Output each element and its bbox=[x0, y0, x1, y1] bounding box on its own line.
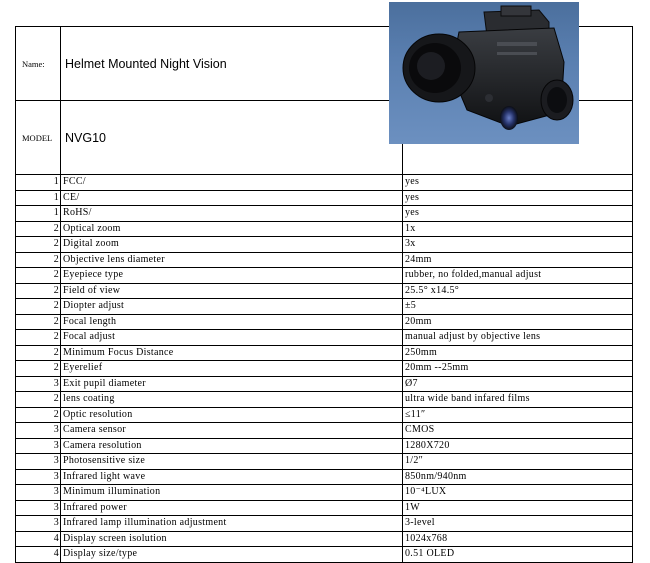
spec-row bbox=[15, 237, 633, 253]
spec-item-name: Display screen isolution bbox=[61, 532, 403, 547]
night-vision-device-icon bbox=[389, 2, 579, 144]
spec-item-name: Infrared power bbox=[61, 501, 403, 516]
spec-row bbox=[15, 299, 633, 315]
spec-item-value: yes bbox=[403, 206, 633, 221]
spec-row bbox=[15, 330, 633, 346]
spec-row bbox=[15, 485, 633, 501]
spec-row bbox=[15, 377, 633, 393]
spec-row bbox=[15, 501, 633, 517]
spec-item-name: Eyerelief bbox=[61, 361, 403, 376]
spec-row bbox=[15, 315, 633, 331]
spec-row bbox=[15, 191, 633, 207]
spec-row bbox=[15, 361, 633, 377]
spec-item-name: Display size/type bbox=[61, 547, 403, 562]
spec-row bbox=[15, 175, 633, 191]
spec-item-value: 0.51 OLED bbox=[403, 547, 633, 562]
spec-rows bbox=[15, 175, 633, 563]
spec-row bbox=[15, 206, 633, 222]
spec-item-name: Optical zoom bbox=[61, 222, 403, 237]
spec-item-value: 1W bbox=[403, 501, 633, 516]
model-number: NVG10 bbox=[61, 101, 403, 174]
spec-item-name: Minimum Focus Distance bbox=[61, 346, 403, 361]
spec-item-value: 1024x768 bbox=[403, 532, 633, 547]
spec-row bbox=[15, 516, 633, 532]
model-label: MODEL bbox=[15, 101, 61, 174]
spec-row bbox=[15, 532, 633, 548]
spec-item-value: ±5 bbox=[403, 299, 633, 314]
spec-item-value: 20mm --25mm bbox=[403, 361, 633, 376]
spec-row bbox=[15, 439, 633, 455]
spec-item-name: Optic resolution bbox=[61, 408, 403, 423]
spec-category-number: 1 bbox=[15, 191, 61, 206]
spec-item-value: ultra wide band infared films bbox=[403, 392, 633, 407]
spec-item-name: Minimum illumination bbox=[61, 485, 403, 500]
spec-category-number: 3 bbox=[15, 377, 61, 392]
spec-item-name: Photosensitive size bbox=[61, 454, 403, 469]
spec-category-number: 2 bbox=[15, 346, 61, 361]
spec-item-name: Infrared lamp illumination adjustment bbox=[61, 516, 403, 531]
spec-category-number: 2 bbox=[15, 237, 61, 252]
spec-row bbox=[15, 253, 633, 269]
spec-category-number: 2 bbox=[15, 392, 61, 407]
spec-item-value: 3-level bbox=[403, 516, 633, 531]
spec-row bbox=[15, 454, 633, 470]
spec-row bbox=[15, 284, 633, 300]
spec-item-name: Camera sensor bbox=[61, 423, 403, 438]
spec-category-number: 3 bbox=[15, 516, 61, 531]
spec-category-number: 2 bbox=[15, 408, 61, 423]
product-name: Helmet Mounted Night Vision bbox=[61, 27, 403, 100]
spec-item-value: 20mm bbox=[403, 315, 633, 330]
spec-category-number: 3 bbox=[15, 454, 61, 469]
spec-item-value: Ø7 bbox=[403, 377, 633, 392]
spec-category-number: 3 bbox=[15, 485, 61, 500]
spec-category-number: 2 bbox=[15, 299, 61, 314]
spec-row bbox=[15, 423, 633, 439]
product-photo bbox=[389, 2, 579, 144]
spec-item-name: Infrared light wave bbox=[61, 470, 403, 485]
spec-category-number: 3 bbox=[15, 470, 61, 485]
spec-category-number: 3 bbox=[15, 423, 61, 438]
spec-category-number: 3 bbox=[15, 439, 61, 454]
spec-row bbox=[15, 222, 633, 238]
spec-row bbox=[15, 346, 633, 362]
spec-item-value: manual adjust by objective lens bbox=[403, 330, 633, 345]
spec-item-value: 850nm/940nm bbox=[403, 470, 633, 485]
spec-category-number: 2 bbox=[15, 268, 61, 283]
spec-category-number: 2 bbox=[15, 284, 61, 299]
spec-category-number: 4 bbox=[15, 532, 61, 547]
spec-item-name: RoHS/ bbox=[61, 206, 403, 221]
spec-item-value: 24mm bbox=[403, 253, 633, 268]
spec-item-value: 1280X720 bbox=[403, 439, 633, 454]
spec-category-number: 2 bbox=[15, 330, 61, 345]
name-label: Name: bbox=[15, 27, 61, 100]
spec-item-value: 25.5° x14.5° bbox=[403, 284, 633, 299]
spec-item-value: ≤11″ bbox=[403, 408, 633, 423]
spec-item-value: 3x bbox=[403, 237, 633, 252]
spec-row bbox=[15, 408, 633, 424]
spec-item-name: CE/ bbox=[61, 191, 403, 206]
spec-item-name: Exit pupil diameter bbox=[61, 377, 403, 392]
spec-item-name: Digital zoom bbox=[61, 237, 403, 252]
spec-row bbox=[15, 268, 633, 284]
spec-item-name: Camera resolution bbox=[61, 439, 403, 454]
spec-category-number: 1 bbox=[15, 175, 61, 190]
spec-item-name: Focal adjust bbox=[61, 330, 403, 345]
spec-item-value: 1x bbox=[403, 222, 633, 237]
spec-item-value: yes bbox=[403, 191, 633, 206]
spec-item-name: Eyepiece type bbox=[61, 268, 403, 283]
spec-row bbox=[15, 470, 633, 486]
spec-category-number: 2 bbox=[15, 222, 61, 237]
spec-category-number: 1 bbox=[15, 206, 61, 221]
spec-item-value: CMOS bbox=[403, 423, 633, 438]
spec-category-number: 2 bbox=[15, 315, 61, 330]
spec-row bbox=[15, 547, 633, 563]
spec-item-name: Focal length bbox=[61, 315, 403, 330]
spec-item-name: Diopter adjust bbox=[61, 299, 403, 314]
spec-item-value: 10⁻⁴LUX bbox=[403, 485, 633, 500]
spec-category-number: 2 bbox=[15, 253, 61, 268]
spec-item-name: FCC/ bbox=[61, 175, 403, 190]
spec-category-number: 3 bbox=[15, 501, 61, 516]
spec-item-name: Field of view bbox=[61, 284, 403, 299]
spec-category-number: 2 bbox=[15, 361, 61, 376]
spec-item-value: yes bbox=[403, 175, 633, 190]
spec-item-name: Objective lens diameter bbox=[61, 253, 403, 268]
spec-row bbox=[15, 392, 633, 408]
spec-item-value: rubber, no folded,manual adjust bbox=[403, 268, 633, 283]
spec-item-value: 1/2″ bbox=[403, 454, 633, 469]
spec-item-name: lens coating bbox=[61, 392, 403, 407]
spec-item-value: 250mm bbox=[403, 346, 633, 361]
spec-category-number: 4 bbox=[15, 547, 61, 562]
